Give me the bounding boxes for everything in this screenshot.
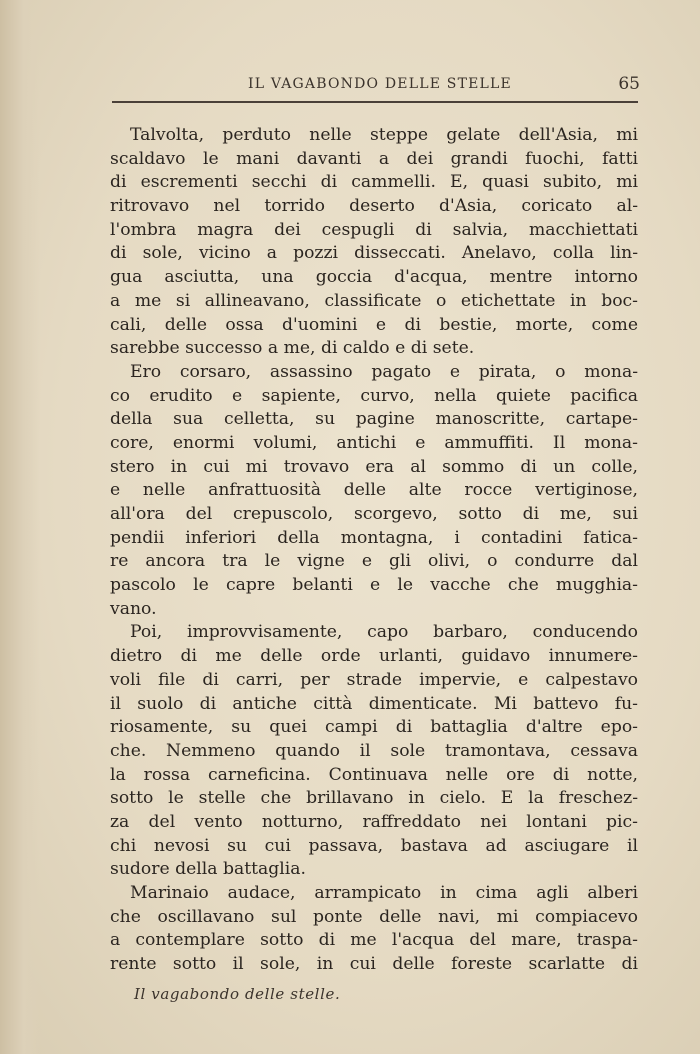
text-line: scaldavo le mani davanti a dei grandi fuochi, fatti [110,148,638,169]
body-text [110,124,638,977]
header-rule [112,101,638,103]
text-line: che. Nemmeno quando il sole tramontava, cessava [110,740,638,761]
text-line: pendii inferiori della montagna, i contadini fatica- [110,527,638,548]
text-line: Ero corsaro, assassino pagato e pirata, o mona- [130,361,638,382]
text-line: l'ombra magra dei cespugli di salvia, macchiettati [110,219,638,240]
text-line: e nelle anfrattuosità delle alte rocce vertiginose, [110,480,638,501]
page-gutter-shadow [0,0,40,1054]
footer-signature: Il vagabondo delle stelle. [134,985,341,1003]
text-line: re ancora tra le vigne e gli olivi, o condurre dal [110,551,638,572]
text-line: co erudito e sapiente, curvo, nella quiete pacifica [110,385,638,406]
text-line: riosamente, su quei campi di battaglia d'altre epo- [110,717,638,738]
text-line: sarebbe successo a me, di caldo e di sete. [110,338,475,359]
text-line: pascolo le capre belanti e le vacche che mugghia- [110,575,638,596]
text-line: vano. [110,598,157,619]
text-line: za del vento notturno, raffreddato nei lontani pic- [110,811,638,832]
text-line: voli file di carri, per strade impervie, e calpestavo [110,669,638,690]
text-line: Talvolta, perduto nelle steppe gelate dell'Asia, mi [130,125,638,145]
page-number: 65 [618,74,640,94]
text-line: a me si allineavano, classificate o etichettate in boc- [110,290,638,311]
text-line: di escrementi secchi di cammelli. E, quasi subito, mi [110,172,638,193]
text-line: all'ora del crepuscolo, scorgevo, sotto di me, sui [110,504,638,524]
text-line: rente sotto il sole, in cui delle foreste scarlatte di [110,954,638,975]
text-line: stero in cui mi trovavo era al sommo di un colle, [110,456,638,477]
text-line: dietro di me delle orde urlanti, guidavo innumere- [110,646,638,667]
text-line: il suolo di antiche città dimenticate. Mi battevo fu- [110,693,638,714]
text-line: core, enormi volumi, antichi e ammuffiti. Il mona- [110,432,638,453]
text-line: chi nevosi su cui passava, bastava ad asciugare il [110,835,638,856]
running-head [110,72,640,100]
text-line: della sua celletta, su pagine manoscritte, cartape- [110,409,638,430]
text-line: Poi, improvvisamente, capo barbaro, conducendo [130,622,638,643]
text-line: di sole, vicino a pozzi disseccati. Anelavo, colla lin- [110,243,638,264]
running-head-title: IL VAGABONDO DELLE STELLE [248,76,512,92]
text-line: Marinaio audace, arrampicato in cima agli alberi [130,883,638,903]
text-line: la rossa carneficina. Continuava nelle ore di notte, [110,764,638,785]
text-line: a contemplare sotto di me l'acqua del mare, traspa- [110,930,638,951]
text-line: gua asciutta, una goccia d'acqua, mentre intorno [110,267,638,288]
text-line: sotto le stelle che brillavano in cielo. E la freschez- [110,788,638,809]
text-line: che oscillavano sul ponte delle navi, mi compiacevo [110,906,638,927]
text-line: ritrovavo nel torrido deserto d'Asia, coricato al- [110,196,638,217]
text-line: sudore della battaglia. [110,859,306,880]
text-line: cali, delle ossa d'uomini e di bestie, morte, come [110,314,638,335]
